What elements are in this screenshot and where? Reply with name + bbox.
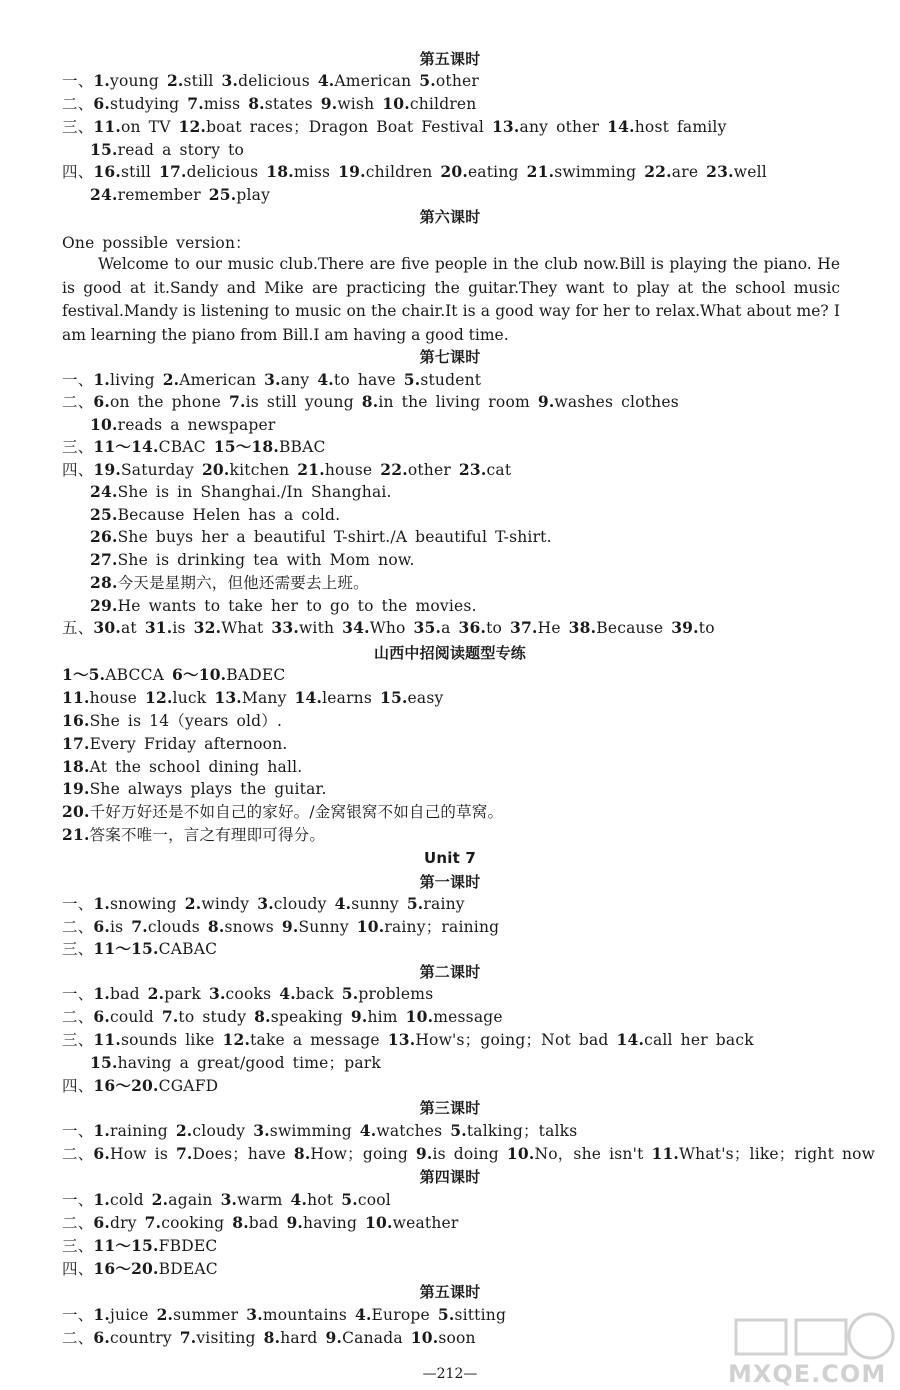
answer-line: 24.She is in Shanghai./In Shanghai. bbox=[90, 482, 392, 501]
answer-line: 18.At the school dining hall. bbox=[62, 757, 303, 776]
answer-line: 四、19.Saturday 20.kitchen 21.house 22.other 23.cat bbox=[62, 460, 512, 479]
answer-line: 一、1.snowing 2.windy 3.cloudy 4.sunny 5.rainy bbox=[62, 894, 465, 913]
answer-line: 一、1.juice 2.summer 3.mountains 4.Europe 5.sitting bbox=[62, 1305, 507, 1324]
answer-line: 三、11～14.CBAC 15～18.BBAC bbox=[62, 437, 326, 456]
answer-line: 16.She is 14（years old）. bbox=[62, 711, 283, 730]
answer-line: 17.Every Friday afternoon. bbox=[62, 734, 288, 753]
watermark-logo bbox=[726, 1312, 896, 1386]
answer-line: 28.今天是星期六，但他还需要去上班。 bbox=[90, 573, 369, 592]
section-heading: 第七课时 bbox=[419, 348, 481, 366]
answer-line: 二、6.on the phone 7.is still young 8.in the living room 9.washes clothes bbox=[62, 392, 679, 411]
answer-line: 二、6.is 7.clouds 8.snows 9.Sunny 10.rainy；raining bbox=[62, 917, 500, 936]
answer-line: 四、16～20.BDEAC bbox=[62, 1259, 218, 1278]
answer-line: 四、16.still 17.delicious 18.miss 19.children 20.eating 21.swimming 22.are 23.well bbox=[62, 162, 767, 181]
answer-line: 四、16～20.CGAFD bbox=[62, 1076, 219, 1095]
answer-line: 10.reads a newspaper bbox=[90, 415, 276, 434]
section-heading: 第二课时 bbox=[419, 963, 481, 981]
section-heading: 山西中招阅读题型专练 bbox=[373, 644, 526, 662]
answer-line: 15.having a great/good time；park bbox=[90, 1053, 381, 1072]
answer-line: 1～5.ABCCA 6～10.BADEC bbox=[62, 665, 286, 684]
section-heading: 第一课时 bbox=[419, 873, 481, 891]
answer-line: 15.read a story to bbox=[90, 140, 245, 159]
section-heading: 第四课时 bbox=[419, 1168, 481, 1186]
answer-line: 二、6.studying 7.miss 8.states 9.wish 10.children bbox=[62, 94, 477, 113]
answer-line: 二、6.How is 7.Does；have 8.How；going 9.is doing 10.No，she isn't 11.What's；like；right now bbox=[62, 1144, 876, 1163]
answer-line: 五、30.at 31.is 32.What 33.with 34.Who 35.a 36.to 37.He 38.Because 39.to bbox=[62, 618, 715, 637]
answer-line: 29.He wants to take her to go to the movies. bbox=[90, 596, 477, 615]
answer-line: 20.千好万好还是不如自己的家好。/金窝银窝不如自己的草窝。 bbox=[62, 802, 504, 821]
answer-line: 三、11～15.CABAC bbox=[62, 939, 218, 958]
watermark-text: MXQE.COM bbox=[728, 1360, 887, 1388]
answer-line: 三、11.on TV 12.boat races；Dragon Boat Festival 13.any other 14.host family bbox=[62, 117, 727, 136]
sample-essay: Welcome to our music club.There are five people in the club now.Bill is playing the piano. He is good at it.Sandy and Mike are practicing the guitar.They want to play at the school music festival.Mandy is listening to music on the chair.It is a good way for her to relax.What about me? I am learning the piano from Bill.I am having a good time. bbox=[62, 255, 840, 344]
answer-line: 二、6.could 7.to study 8.speaking 9.him 10.message bbox=[62, 1007, 503, 1026]
answer-line: 19.She always plays the guitar. bbox=[62, 779, 327, 798]
answer-line: 27.She is drinking tea with Mom now. bbox=[90, 550, 415, 569]
section-heading: 第六课时 bbox=[419, 208, 481, 226]
section-heading: Unit 7 bbox=[423, 849, 477, 867]
answer-line: 二、6.country 7.visiting 8.hard 9.Canada 10.soon bbox=[62, 1328, 476, 1347]
answer-line: 25.Because Helen has a cold. bbox=[90, 505, 341, 524]
answer-line: 26.She buys her a beautiful T-shirt./A beautiful T-shirt. bbox=[90, 527, 552, 546]
answer-line: 一、1.cold 2.again 3.warm 4.hot 5.cool bbox=[62, 1190, 391, 1209]
answer-line: 三、11.sounds like 12.take a message 13.How's；going；Not bad 14.call her back bbox=[62, 1030, 754, 1049]
answer-line: 一、1.raining 2.cloudy 3.swimming 4.watches 5.talking；talks bbox=[62, 1121, 578, 1140]
section-heading: 第三课时 bbox=[419, 1099, 481, 1117]
answer-line: 一、1.living 2.American 3.any 4.to have 5.student bbox=[62, 370, 482, 389]
section-heading: 第五课时 bbox=[419, 50, 481, 68]
page-number: —212— bbox=[422, 1366, 478, 1382]
answer-line: 二、6.dry 7.cooking 8.bad 9.having 10.weather bbox=[62, 1213, 459, 1232]
answer-line: 11.house 12.luck 13.Many 14.learns 15.easy bbox=[62, 688, 444, 707]
answer-line: 三、11～15.FBDEC bbox=[62, 1236, 218, 1255]
answer-line: 21.答案不唯一，言之有理即可得分。 bbox=[62, 825, 326, 844]
answer-line: One possible version： bbox=[62, 234, 251, 252]
answer-line: 一、1.young 2.still 3.delicious 4.American 5.other bbox=[62, 71, 480, 90]
answer-line: 一、1.bad 2.park 3.cooks 4.back 5.problems bbox=[62, 984, 434, 1003]
section-heading: 第五课时 bbox=[419, 1283, 481, 1301]
answer-line: 24.remember 25.play bbox=[90, 185, 271, 204]
